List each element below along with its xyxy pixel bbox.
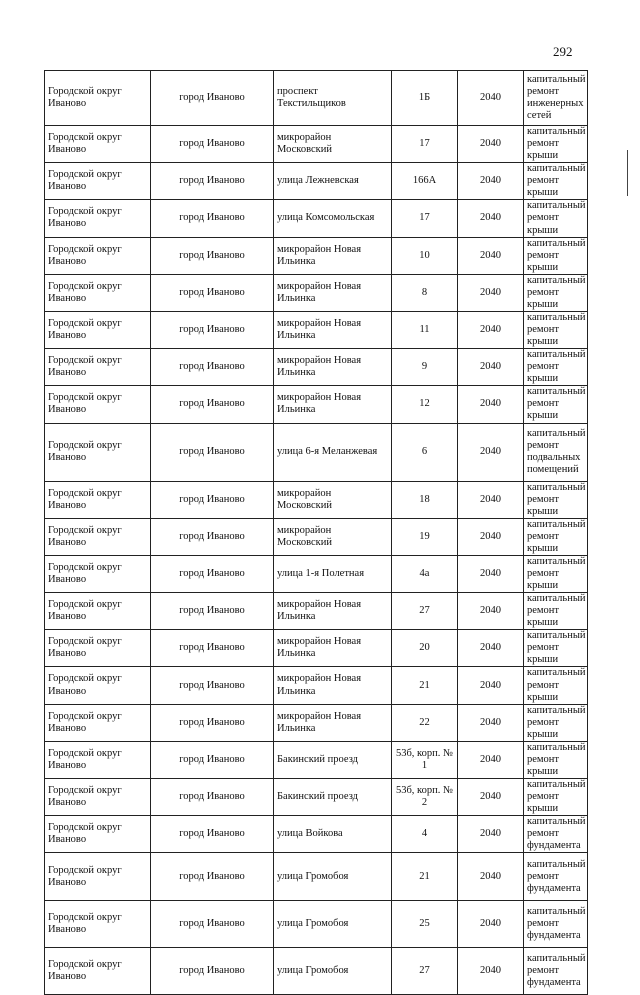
city-cell: город Иваново	[151, 200, 274, 237]
year-cell: 2040	[458, 386, 524, 423]
year-cell: 2040	[458, 741, 524, 778]
city-cell: город Иваново	[151, 237, 274, 274]
street-cell: микрорайон Новая Ильинка	[274, 386, 392, 423]
district-cell: Городской округ Иваново	[45, 71, 151, 126]
district-cell: Городской округ Иваново	[45, 741, 151, 778]
district-cell: Городской округ Иваново	[45, 901, 151, 948]
house-number-cell: 53б, корп. № 2	[392, 779, 458, 816]
year-cell: 2040	[458, 901, 524, 948]
district-cell: Городской округ Иваново	[45, 704, 151, 741]
work-type-cell: капитальный ремонт крыши	[524, 667, 588, 704]
street-cell: микрорайон Новая Ильинка	[274, 704, 392, 741]
registry-table	[44, 70, 588, 995]
city-cell: город Иваново	[151, 853, 274, 901]
city-cell: город Иваново	[151, 481, 274, 518]
city-cell: город Иваново	[151, 423, 274, 481]
district-cell: Городской округ Иваново	[45, 274, 151, 311]
city-cell: город Иваново	[151, 630, 274, 667]
city-cell: город Иваново	[151, 593, 274, 630]
district-cell: Городской округ Иваново	[45, 853, 151, 901]
work-type-cell: капитальный ремонт крыши	[524, 349, 588, 386]
work-type-cell: капитальный ремонт крыши	[524, 704, 588, 741]
work-type-cell: капитальный ремонт крыши	[524, 311, 588, 348]
district-cell: Городской округ Иваново	[45, 518, 151, 555]
work-type-cell: капитальный ремонт крыши	[524, 274, 588, 311]
house-number-cell: 12	[392, 386, 458, 423]
district-cell: Городской округ Иваново	[45, 593, 151, 630]
district-cell: Городской округ Иваново	[45, 163, 151, 200]
city-cell: город Иваново	[151, 704, 274, 741]
house-number-cell: 10	[392, 237, 458, 274]
table-row	[45, 901, 588, 948]
table-row	[45, 630, 588, 667]
street-cell: улица 1-я Полетная	[274, 555, 392, 592]
district-cell: Городской округ Иваново	[45, 816, 151, 853]
house-number-cell: 4а	[392, 555, 458, 592]
street-cell: микрорайон Новая Ильинка	[274, 237, 392, 274]
year-cell: 2040	[458, 200, 524, 237]
district-cell: Городской округ Иваново	[45, 423, 151, 481]
work-type-cell: капитальный ремонт крыши	[524, 481, 588, 518]
year-cell: 2040	[458, 948, 524, 995]
house-number-cell: 4	[392, 816, 458, 853]
street-cell: микрорайон Новая Ильинка	[274, 667, 392, 704]
house-number-cell: 8	[392, 274, 458, 311]
year-cell: 2040	[458, 71, 524, 126]
district-cell: Городской округ Иваново	[45, 948, 151, 995]
table-row	[45, 518, 588, 555]
street-cell: микрорайон Новая Ильинка	[274, 593, 392, 630]
house-number-cell: 21	[392, 853, 458, 901]
street-cell: Бакинский проезд	[274, 741, 392, 778]
year-cell: 2040	[458, 853, 524, 901]
city-cell: город Иваново	[151, 741, 274, 778]
table-row	[45, 667, 588, 704]
work-type-cell: капитальный ремонт крыши	[524, 555, 588, 592]
table-row	[45, 311, 588, 348]
city-cell: город Иваново	[151, 948, 274, 995]
street-cell: улица Лежневская	[274, 163, 392, 200]
year-cell: 2040	[458, 311, 524, 348]
work-type-cell: капитальный ремонт крыши	[524, 593, 588, 630]
table-row	[45, 237, 588, 274]
work-type-cell: капитальный ремонт крыши	[524, 237, 588, 274]
year-cell: 2040	[458, 704, 524, 741]
street-cell: улица 6-я Меланжевая	[274, 423, 392, 481]
district-cell: Городской округ Иваново	[45, 349, 151, 386]
year-cell: 2040	[458, 349, 524, 386]
table-row	[45, 481, 588, 518]
year-cell: 2040	[458, 518, 524, 555]
table-row	[45, 704, 588, 741]
house-number-cell: 6	[392, 423, 458, 481]
city-cell: город Иваново	[151, 901, 274, 948]
year-cell: 2040	[458, 593, 524, 630]
year-cell: 2040	[458, 555, 524, 592]
city-cell: город Иваново	[151, 816, 274, 853]
city-cell: город Иваново	[151, 71, 274, 126]
house-number-cell: 25	[392, 901, 458, 948]
city-cell: город Иваново	[151, 163, 274, 200]
work-type-cell: капитальный ремонт крыши	[524, 741, 588, 778]
table-row	[45, 779, 588, 816]
city-cell: город Иваново	[151, 126, 274, 163]
house-number-cell: 1Б	[392, 71, 458, 126]
year-cell: 2040	[458, 126, 524, 163]
work-type-cell: капитальный ремонт инженерных сетей	[524, 71, 588, 126]
year-cell: 2040	[458, 237, 524, 274]
street-cell: улица Громобоя	[274, 901, 392, 948]
city-cell: город Иваново	[151, 349, 274, 386]
street-cell: улица Громобоя	[274, 948, 392, 995]
table-row	[45, 741, 588, 778]
city-cell: город Иваново	[151, 311, 274, 348]
street-cell: микрорайон Московский	[274, 126, 392, 163]
city-cell: город Иваново	[151, 667, 274, 704]
district-cell: Городской округ Иваново	[45, 481, 151, 518]
work-type-cell: капитальный ремонт крыши	[524, 779, 588, 816]
house-number-cell: 27	[392, 593, 458, 630]
table-row	[45, 555, 588, 592]
house-number-cell: 21	[392, 667, 458, 704]
district-cell: Городской округ Иваново	[45, 555, 151, 592]
house-number-cell: 17	[392, 126, 458, 163]
year-cell: 2040	[458, 423, 524, 481]
table-row	[45, 71, 588, 126]
table-row	[45, 274, 588, 311]
house-number-cell: 19	[392, 518, 458, 555]
work-type-cell: капитальный ремонт фундамента	[524, 853, 588, 901]
table-row	[45, 386, 588, 423]
district-cell: Городской округ Иваново	[45, 237, 151, 274]
city-cell: город Иваново	[151, 555, 274, 592]
year-cell: 2040	[458, 630, 524, 667]
district-cell: Городской округ Иваново	[45, 126, 151, 163]
year-cell: 2040	[458, 274, 524, 311]
work-type-cell: капитальный ремонт фундамента	[524, 816, 588, 853]
house-number-cell: 9	[392, 349, 458, 386]
district-cell: Городской округ Иваново	[45, 667, 151, 704]
work-type-cell: капитальный ремонт крыши	[524, 163, 588, 200]
house-number-cell: 53б, корп. № 1	[392, 741, 458, 778]
work-type-cell: капитальный ремонт фундамента	[524, 948, 588, 995]
city-cell: город Иваново	[151, 274, 274, 311]
house-number-cell: 11	[392, 311, 458, 348]
street-cell: микрорайон Московский	[274, 481, 392, 518]
table-row	[45, 163, 588, 200]
district-cell: Городской округ Иваново	[45, 386, 151, 423]
table-row	[45, 200, 588, 237]
table-row	[45, 948, 588, 995]
street-cell: Бакинский проезд	[274, 779, 392, 816]
table-row	[45, 593, 588, 630]
street-cell: проспект Текстильщиков	[274, 71, 392, 126]
page-number: 292	[553, 44, 573, 59]
city-cell: город Иваново	[151, 386, 274, 423]
margin-mark	[627, 150, 628, 196]
house-number-cell: 27	[392, 948, 458, 995]
street-cell: улица Комсомольская	[274, 200, 392, 237]
street-cell: микрорайон Новая Ильинка	[274, 630, 392, 667]
house-number-cell: 22	[392, 704, 458, 741]
year-cell: 2040	[458, 816, 524, 853]
street-cell: микрорайон Новая Ильинка	[274, 274, 392, 311]
street-cell: улица Войкова	[274, 816, 392, 853]
house-number-cell: 18	[392, 481, 458, 518]
work-type-cell: капитальный ремонт крыши	[524, 386, 588, 423]
year-cell: 2040	[458, 779, 524, 816]
work-type-cell: капитальный ремонт крыши	[524, 126, 588, 163]
house-number-cell: 166А	[392, 163, 458, 200]
year-cell: 2040	[458, 481, 524, 518]
year-cell: 2040	[458, 667, 524, 704]
table-row	[45, 126, 588, 163]
district-cell: Городской округ Иваново	[45, 630, 151, 667]
house-number-cell: 17	[392, 200, 458, 237]
work-type-cell: капитальный ремонт крыши	[524, 630, 588, 667]
district-cell: Городской округ Иваново	[45, 311, 151, 348]
work-type-cell: капитальный ремонт крыши	[524, 200, 588, 237]
district-cell: Городской округ Иваново	[45, 779, 151, 816]
work-type-cell: капитальный ремонт фундамента	[524, 901, 588, 948]
registry-body	[45, 71, 588, 995]
table-row	[45, 853, 588, 901]
city-cell: город Иваново	[151, 518, 274, 555]
street-cell: микрорайон Московский	[274, 518, 392, 555]
street-cell: улица Громобоя	[274, 853, 392, 901]
work-type-cell: капитальный ремонт крыши	[524, 518, 588, 555]
table-row	[45, 349, 588, 386]
year-cell: 2040	[458, 163, 524, 200]
street-cell: микрорайон Новая Ильинка	[274, 349, 392, 386]
table-row	[45, 816, 588, 853]
district-cell: Городской округ Иваново	[45, 200, 151, 237]
city-cell: город Иваново	[151, 779, 274, 816]
street-cell: микрорайон Новая Ильинка	[274, 311, 392, 348]
house-number-cell: 20	[392, 630, 458, 667]
table-row	[45, 423, 588, 481]
work-type-cell: капитальный ремонт подвальных помещений	[524, 423, 588, 481]
